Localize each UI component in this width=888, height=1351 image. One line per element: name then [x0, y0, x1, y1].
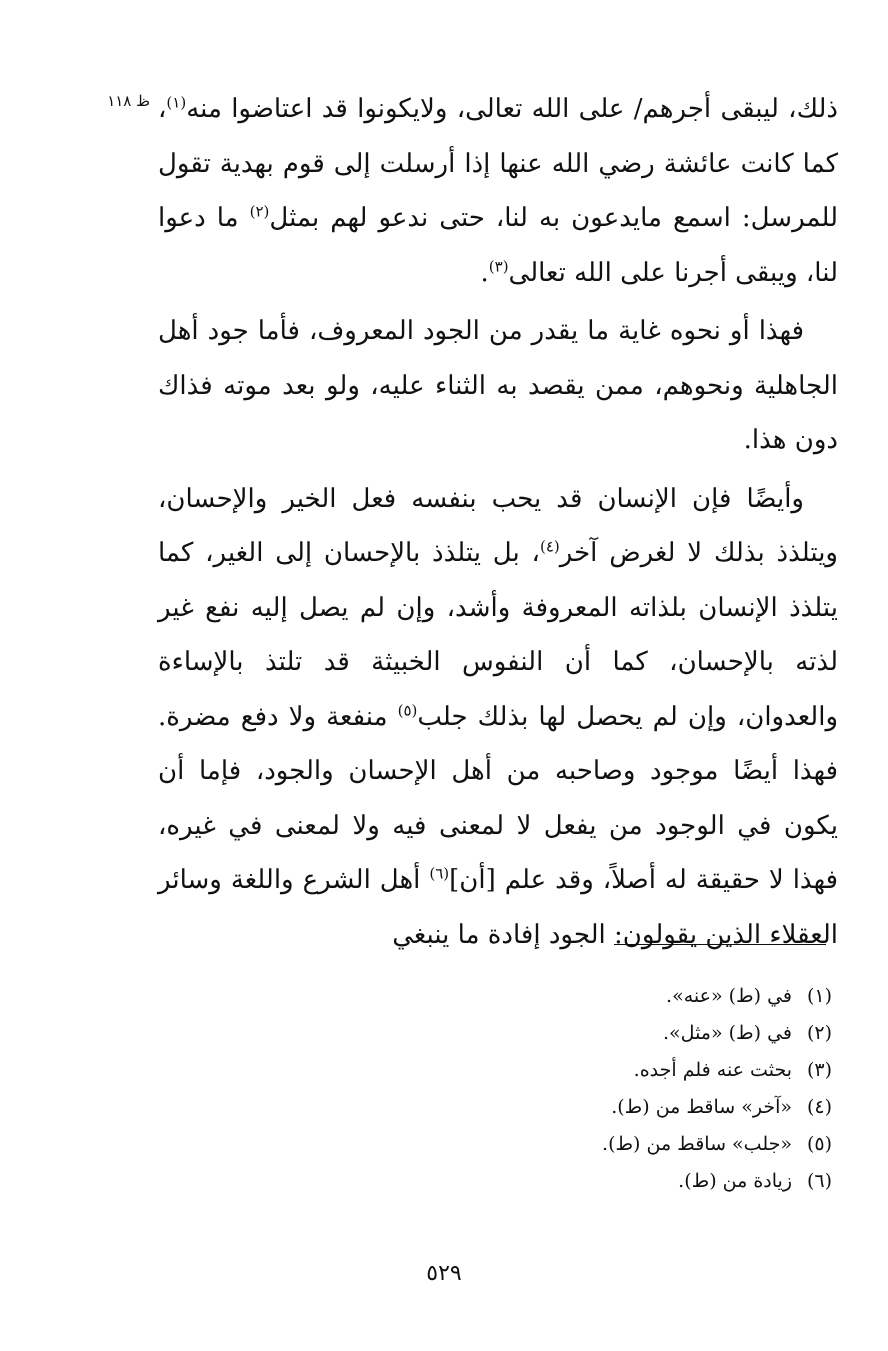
- paragraph-2: [158, 304, 838, 468]
- footnote-item: [400, 1126, 832, 1163]
- footnote-number: (٢): [806, 1022, 832, 1044]
- main-text: [158, 82, 838, 962]
- footnote-item: [400, 1015, 832, 1052]
- paragraph-3: [158, 472, 838, 963]
- footnote-number: (١): [806, 985, 832, 1007]
- footnote-text: في (ط) «مثل».: [663, 1022, 792, 1044]
- text-run: ما دعوا لنا، ويبقى أجرنا على الله تعالى: [158, 203, 838, 288]
- text-run: منفعة ولا دفع مضرة. فهذا أيضًا موجود وصاحبه من أهل الإحسان والجود، فإما أن يكون في الوجود من يفعل لا لمعنى فيه ولا لمعنى في غيره، فهذا لا حقيقة له أصلاً، وقد علم [أن]: [158, 701, 838, 895]
- footnote-reference: (١): [166, 93, 187, 112]
- footnote-text: زيادة من (ط).: [678, 1170, 792, 1192]
- footnote-item: [400, 1089, 832, 1126]
- text-run: وأيضًا فإن الإنسان قد يحب بنفسه فعل الخير والإحسان، ويتلذذ بذلك لا لغرض آخر: [158, 483, 838, 568]
- footnote-text: بحثت عنه فلم أجده.: [633, 1059, 792, 1081]
- text-run: ذلك، ليبقى أجرهم/ على الله تعالى، ولايكونوا قد اعتاضوا منه: [186, 94, 838, 124]
- text-run: أهل الشرع واللغة وسائر العقلاء الذين يقولون: الجود إفادة ما ينبغي: [158, 865, 838, 950]
- text-run: ، كما كانت عائشة رضي الله عنها إذا أرسلت إلى قوم بهدية تقول للمرسل: اسمع مايدعون به لنا، حتى ندعو لهم بمثل: [158, 94, 838, 233]
- text-run: فهذا أو نحوه غاية ما يقدر من الجود المعروف، فأما جود أهل الجاهلية ونحوهم، ممن يقصد به الثناء عليه، ولو بعد موته فذاك دون هذا.: [158, 316, 838, 455]
- footnote-text: في (ط) «عنه».: [666, 985, 792, 1007]
- footnote-reference: (٥): [397, 700, 418, 719]
- text-run: ، بل يتلذذ بالإحسان إلى الغير، كما يتلذذ الإنسان بلذاته المعروفة وأشد، وإن لم يصل إليه نفع غير لذته بالإحسان، كما أن النفوس الخبيثة قد تلتذ بالإساءة والعدوان، وإن لم يحصل لها بذلك جلب: [158, 538, 839, 732]
- page-number: ٥٢٩: [426, 1261, 462, 1286]
- footnote-separator: [614, 944, 826, 945]
- footnote-item: [400, 1163, 832, 1200]
- footnote-number: (٦): [806, 1170, 832, 1192]
- footnote-number: (٣): [806, 1059, 832, 1081]
- footnote-item: [400, 1052, 832, 1089]
- footnote-reference: (٢): [249, 202, 270, 221]
- footnote-item: [400, 978, 832, 1015]
- footnote-number: (٤): [806, 1096, 832, 1118]
- footnote-reference: (٤): [539, 537, 560, 556]
- paragraph-1: [158, 82, 838, 300]
- footnote-number: (٥): [806, 1133, 832, 1155]
- footnote-text: «آخر» ساقط من (ط).: [611, 1096, 792, 1118]
- footnote-reference: (٣): [488, 256, 509, 275]
- text-run: .: [480, 257, 489, 288]
- footnote-reference: (٦): [429, 864, 450, 883]
- manuscript-folio-note: ظ ١١٨: [107, 92, 150, 110]
- footnotes-list: [400, 978, 832, 1200]
- footnote-text: «جلب» ساقط من (ط).: [602, 1133, 792, 1155]
